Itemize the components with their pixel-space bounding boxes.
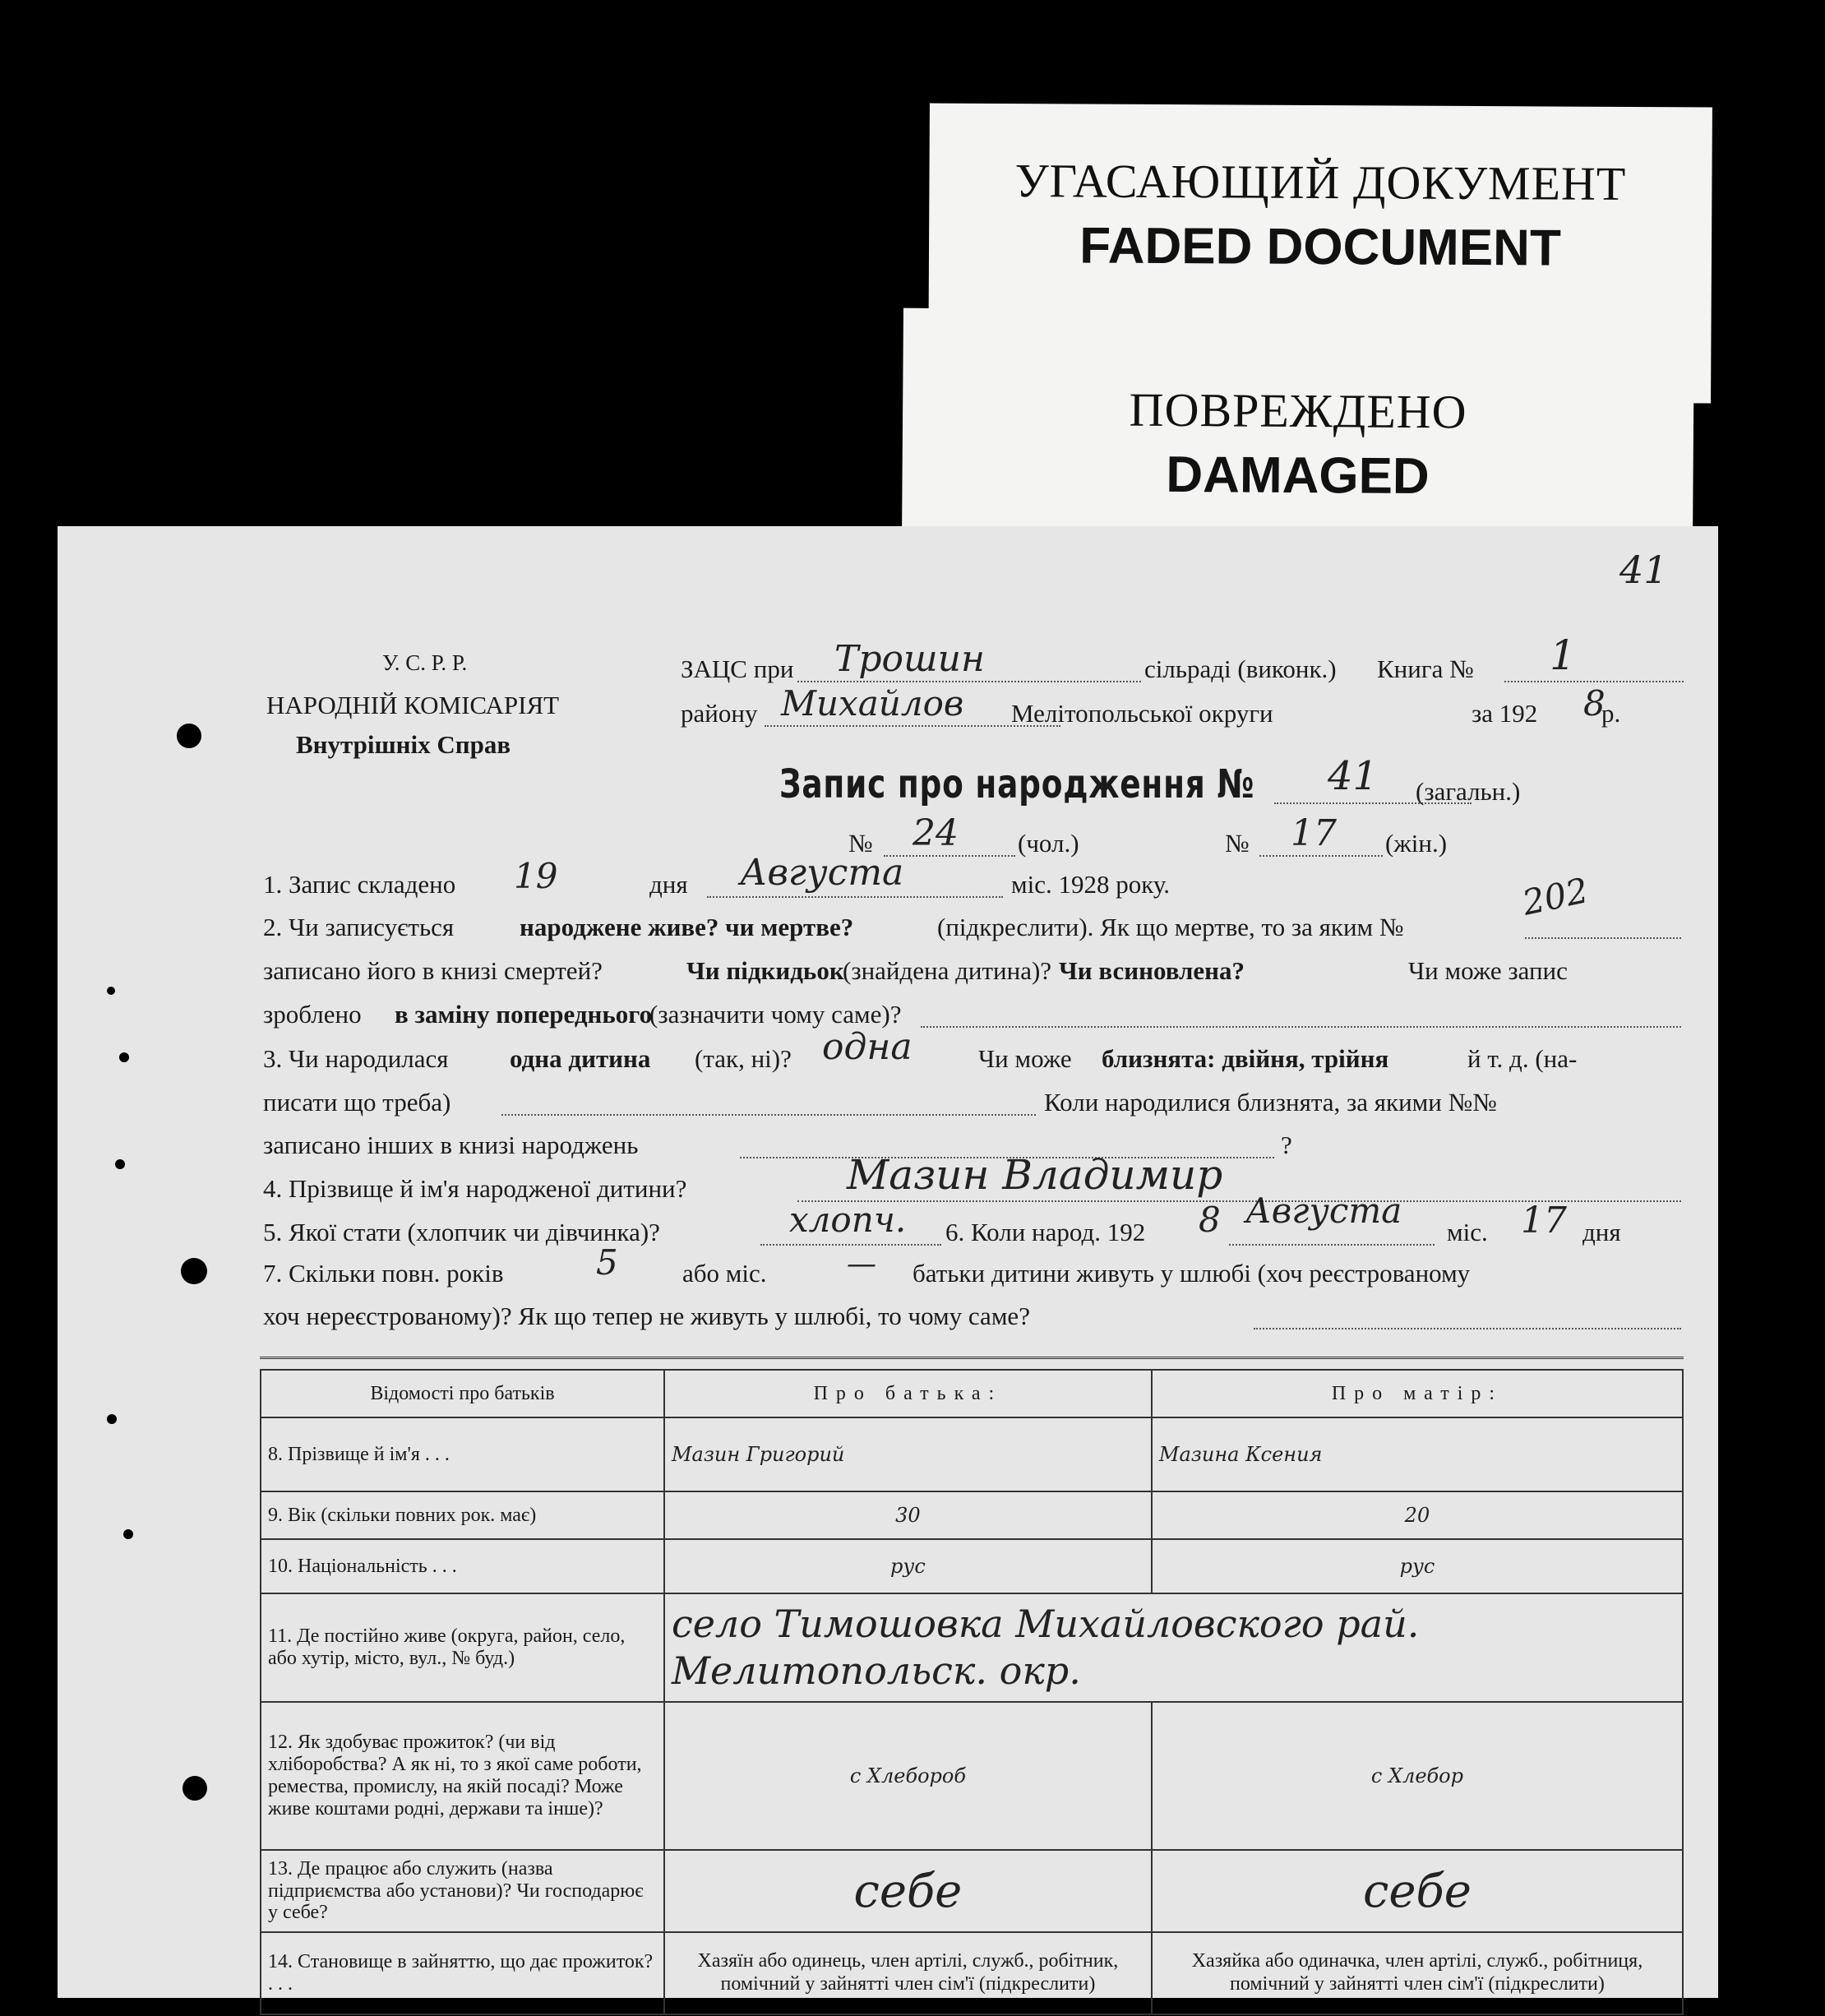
single-child-value: одна (822, 1026, 912, 1068)
mother-name-value: Мазина Ксения (1152, 1417, 1683, 1491)
child-sex-value: хлопч. (789, 1200, 907, 1240)
field-line (797, 681, 1141, 682)
item2-text: (підкреслити). Як що мертве, то за яким № (937, 913, 1404, 941)
book-label: Книга № (1377, 654, 1474, 683)
female-number-value: 17 (1291, 812, 1337, 854)
item3-one-child: одна дитина (510, 1044, 651, 1073)
year-value: 8 (1583, 683, 1606, 724)
field-line (707, 896, 1003, 898)
item2-foundling: Чи підкидьок (686, 956, 844, 985)
male-label: (чол.) (1018, 829, 1079, 858)
item2-made: зроблено (263, 1000, 362, 1029)
internal-affairs-label: Внутрішніх Справ (296, 730, 511, 759)
residence-value: село Тимошовка Михайловского рай. Мелитопольск. окр. (664, 1593, 1683, 1702)
punch-hole (123, 1529, 133, 1539)
item2-reason: (зазначити чому саме)? (649, 1000, 902, 1029)
year-suffix: р. (1601, 699, 1621, 728)
item7-label: 7. Скільки повн. років (263, 1259, 504, 1288)
female-label: (жін.) (1385, 829, 1448, 858)
father-status-value: Хазяїн або одинець, член артілі, служб., робітник, помічний у зайнятті член сім'ї (підкреслити) (664, 1932, 1152, 2014)
table-header-row (261, 1370, 1683, 1417)
father-nationality-value: рус (664, 1539, 1152, 1593)
birth-month-value: Августа (1245, 1191, 1402, 1231)
item7-text2: хоч нереєстрованому)? Як що тепер не живуть у шлюбі, то чому саме? (263, 1302, 1030, 1330)
marriage-years-value: 5 (596, 1242, 618, 1283)
female-no-label: № (1225, 829, 1250, 858)
item6-month-label: міс. (1447, 1218, 1488, 1246)
damaged-document-label (902, 308, 1694, 544)
okrug-label: Мелітопольської округи (1011, 699, 1273, 728)
row-label: 9. Вік (скільки повних рок. має) (261, 1491, 664, 1539)
item2-alive-dead: народжене живе? чи мертве? (520, 913, 854, 941)
col-header-info: Відомості про батьків (261, 1370, 664, 1417)
damaged-label-ru: ПОВРЕЖДЕНО (1129, 382, 1467, 439)
field-line (760, 1244, 941, 1246)
item1-day-label: дня (649, 870, 688, 899)
mother-workplace-value: себе (1152, 1850, 1683, 1932)
row-label: 14. Становище в зайняттю, що дає прожиток? . . . (261, 1932, 664, 2014)
item2-replacement: Чи може запис (1408, 956, 1568, 985)
record-month-value: Августа (740, 852, 904, 894)
item3-yes-no: (так, ні)? (695, 1044, 792, 1073)
row-label: 10. Національність . . . (261, 1539, 664, 1593)
item2-adopted: Чи всиновлена? (1059, 956, 1245, 985)
commissariat-label: НАРОДНІЙ КОМІСАРІЯТ (266, 691, 560, 719)
faded-label-ru: УГАСАЮЩИЙ ДОКУМЕНТ (1014, 154, 1627, 210)
punch-hole (107, 987, 115, 995)
child-name-value: Мазин Владимир (847, 1151, 1223, 1199)
male-no-label: № (848, 829, 873, 858)
village-council-label: сільраді (виконк.) (1144, 654, 1337, 683)
item2-replacement-bold: в заміну попереднього (395, 1000, 653, 1029)
mother-occupation-value: с Хлебор (1152, 1702, 1683, 1850)
record-number-value: 41 (1328, 753, 1379, 799)
district-label: району (681, 699, 758, 728)
row-label: 13. Де працює або служить (назва підприємства або установи)? Чи господарює у себе? (261, 1850, 664, 1932)
table-row (261, 1491, 1683, 1539)
item2-foundling-note: (знайдена дитина)? (843, 956, 1052, 985)
punch-hole (107, 1414, 117, 1424)
father-age-value: 30 (664, 1491, 1152, 1539)
damaged-label-en: DAMAGED (1166, 446, 1430, 506)
punch-hole (119, 1052, 129, 1062)
item3-others: записано інших в книзі народжень (263, 1131, 639, 1159)
general-label: (загальн.) (1416, 777, 1521, 806)
table-row (261, 1702, 1683, 1850)
table-row (261, 1850, 1683, 1932)
item3-etc: й т. д. (на- (1467, 1044, 1578, 1073)
marriage-months-value: — (847, 1247, 876, 1281)
punch-hole (115, 1159, 125, 1169)
male-number-value: 24 (912, 812, 959, 854)
item6-label: 6. Коли народ. 192 (945, 1218, 1146, 1246)
field-line (1229, 1244, 1435, 1246)
field-line (921, 1026, 1681, 1028)
zags-label: ЗАЦС при (681, 654, 794, 683)
item3-twins-when: Коли народилися близнята, за якими №№ (1044, 1088, 1497, 1117)
table-row (261, 1932, 1683, 2014)
table-row (261, 1417, 1683, 1491)
item7-text: батьки дитини живуть у шлюбі (хоч реєстрованому (912, 1259, 1471, 1288)
birth-day-value: 17 (1521, 1200, 1567, 1242)
col-header-mother: Про матір: (1152, 1370, 1683, 1417)
row-label: 8. Прізвище й ім'я . . . (261, 1417, 664, 1491)
birth-record-form (58, 526, 1718, 1998)
item3-write: писати що треба) (263, 1088, 451, 1117)
page-number: 41 (1619, 548, 1668, 592)
item5-label: 5. Якої стати (хлопчик чи дівчинка)? (263, 1218, 660, 1246)
mother-nationality-value: рус (1152, 1539, 1683, 1593)
field-line (501, 1114, 1036, 1116)
record-title: Запис про народження № (779, 761, 1255, 807)
mother-status-value: Хазяйка або одиначка, член артілі, служб., робітниця, помічний у зайнятті член сім'ї (підкреслити) (1152, 1932, 1683, 2014)
parents-table (260, 1369, 1684, 2015)
field-line (1504, 681, 1684, 682)
death-record-number-value: 202 (1518, 870, 1592, 923)
year-label: за 192 (1472, 699, 1538, 728)
mother-age-value: 20 (1152, 1491, 1683, 1539)
item3-qmark: ? (1281, 1131, 1292, 1159)
punch-hole (177, 724, 201, 748)
punch-hole (181, 1258, 207, 1284)
village-council-value: Трошин (834, 638, 986, 680)
item3-label: 3. Чи народилася (263, 1044, 449, 1073)
item1-label: 1. Запис складено (263, 870, 456, 899)
item4-label: 4. Прізвище й ім'я народженої дитини? (263, 1174, 687, 1203)
divider (260, 1357, 1684, 1359)
punch-hole (182, 1776, 207, 1801)
faded-label-en: FADED DOCUMENT (1079, 217, 1561, 277)
field-line (1254, 1328, 1681, 1329)
item7-months-label: або міс. (682, 1259, 767, 1288)
col-header-father: Про батька: (664, 1370, 1152, 1417)
birth-year-value: 8 (1199, 1200, 1221, 1240)
ussr-label: У. С. Р. Р. (382, 650, 468, 675)
record-day-value: 19 (514, 856, 558, 896)
item2-label: 2. Чи записується (263, 913, 455, 941)
field-line (1525, 937, 1681, 939)
row-label: 12. Як здобуває прожиток? (чи від хліборобства? А як ні, то з якої саме роботи, ремества, промислу, на якій посаді? Може живе коштами родні, держави та інше)? (261, 1702, 664, 1850)
father-occupation-value: с Хлебороб (664, 1702, 1152, 1850)
item3-maybe: Чи може (978, 1044, 1072, 1073)
item2-death-book: записано його в книзі смертей? (263, 956, 603, 985)
father-name-value: Мазин Григорий (664, 1417, 1152, 1491)
item1-year-label: міс. 1928 року. (1011, 870, 1171, 899)
row-label: 11. Де постійно живе (округа, район, село, або хутір, місто, вул., № буд.) (261, 1593, 664, 1702)
district-value: Михайлов (781, 683, 964, 724)
table-row (261, 1593, 1683, 1702)
field-line (1259, 855, 1383, 857)
book-number-value: 1 (1550, 631, 1576, 679)
item3-twins: близнята: двійня, трійня (1102, 1044, 1389, 1073)
father-workplace-value: себе (664, 1850, 1152, 1932)
item6-day-label: дня (1582, 1218, 1621, 1246)
table-row (261, 1539, 1683, 1593)
